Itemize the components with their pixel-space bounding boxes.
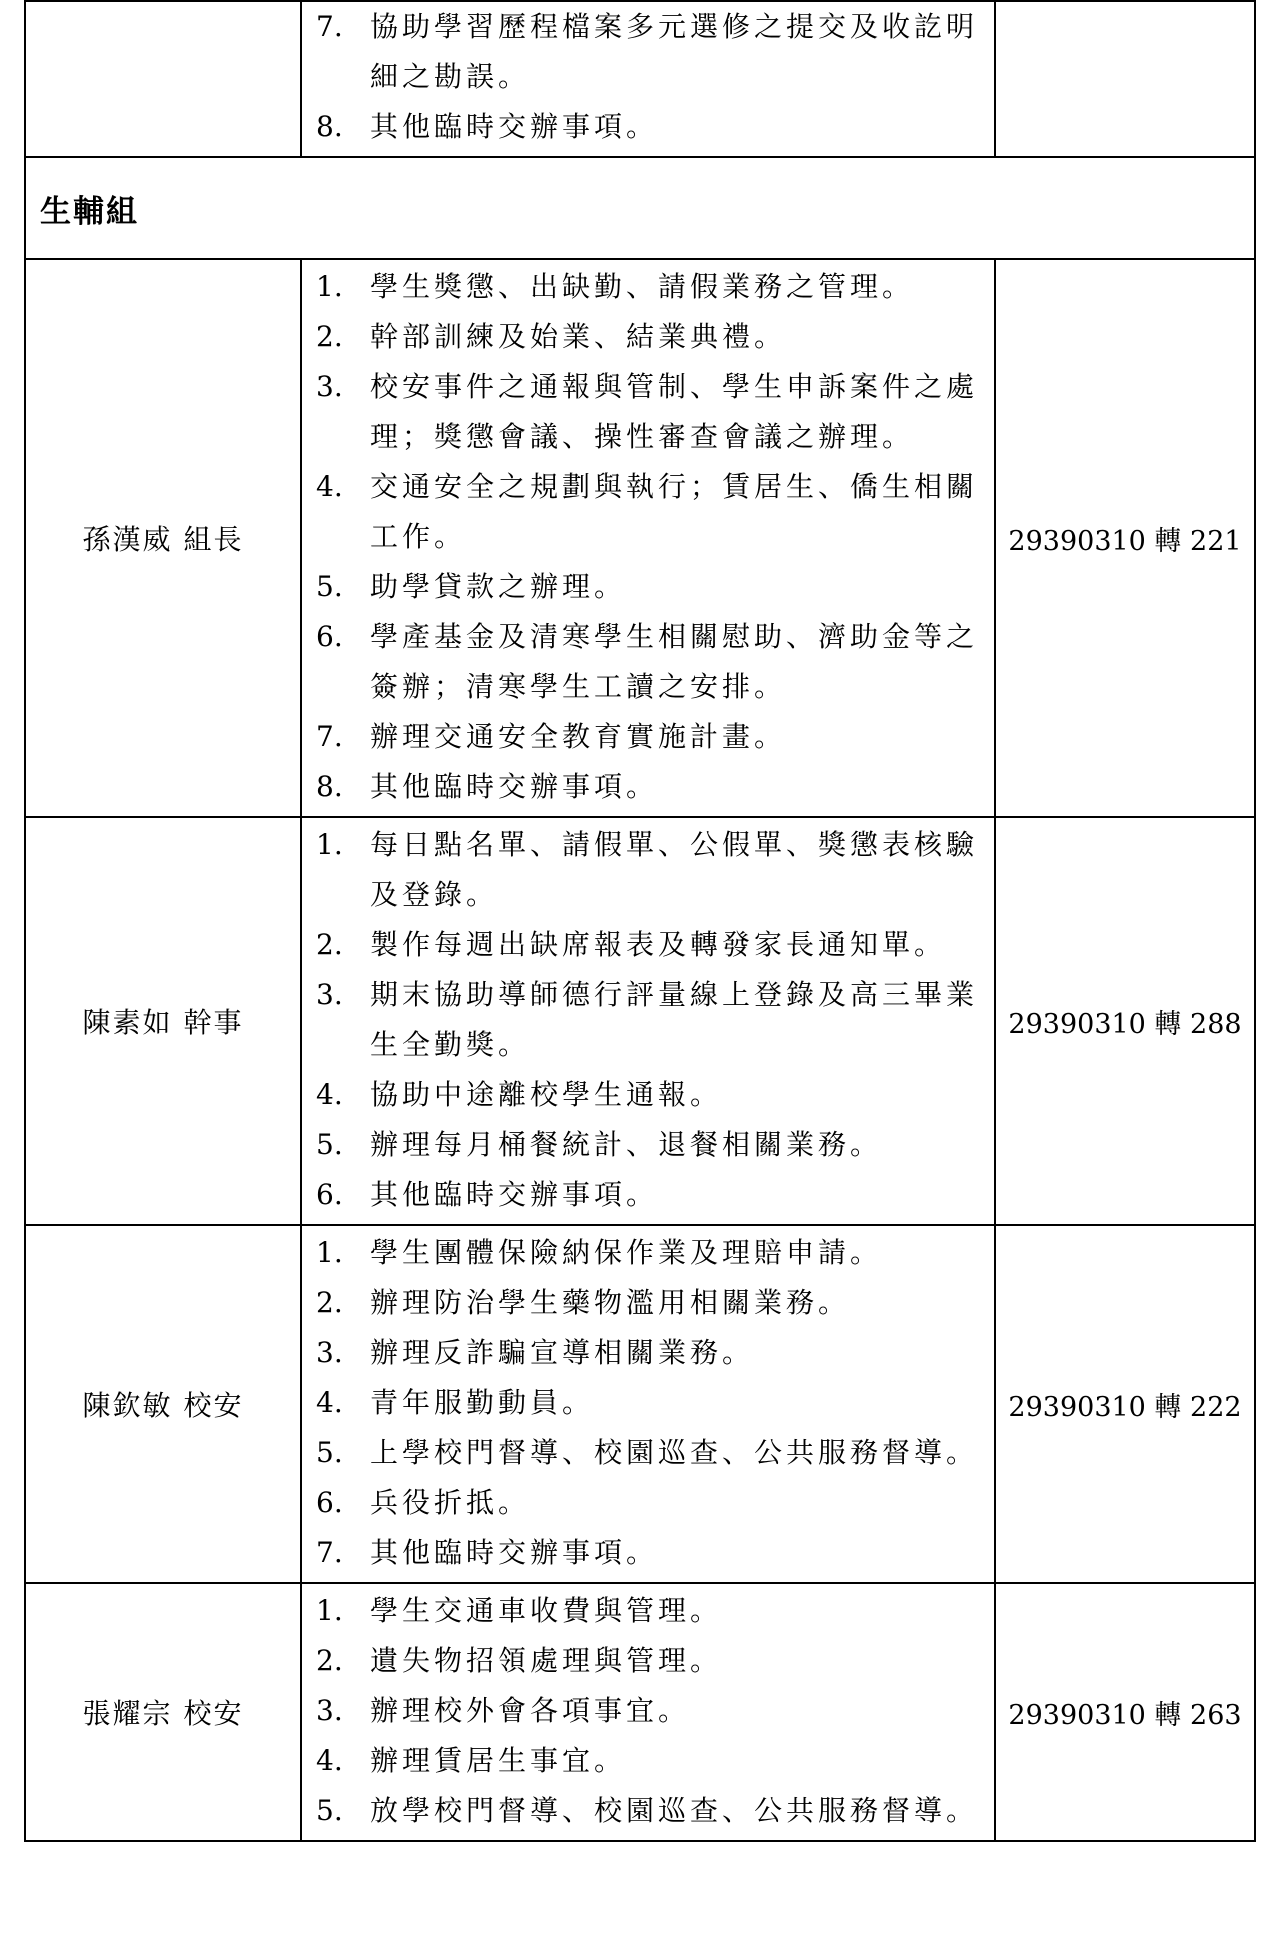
task-number: 1.: [316, 270, 343, 303]
task-text: 放學校門督導、校園巡查、公共服務督導。: [370, 1794, 979, 1827]
task-number: 1.: [316, 828, 343, 861]
task-item: [316, 1328, 984, 1378]
task-number: 5.: [316, 570, 343, 603]
section-header-row: [25, 157, 1255, 259]
task-text: 上學校門督導、校園巡查、公共服務督導。: [370, 1436, 979, 1469]
staff-duties-cell: [301, 1583, 995, 1841]
task-item: [316, 2, 984, 102]
task-item: [316, 1428, 984, 1478]
staff-extension: 29390310 轉 221: [995, 259, 1255, 817]
duty-table: [24, 0, 1256, 1842]
staff-extension: 29390310 轉 222: [995, 1225, 1255, 1583]
task-text: 協助中途離校學生通報。: [370, 1078, 723, 1111]
task-item: [316, 820, 984, 920]
staff-title: 校安: [183, 1389, 244, 1422]
task-list: [316, 262, 984, 812]
task-item: [316, 1736, 984, 1786]
task-item: [316, 1786, 984, 1836]
staff-name-cell: [25, 817, 301, 1225]
staff-extension: 29390310 轉 263: [995, 1583, 1255, 1841]
staff-row: [25, 1583, 1255, 1841]
task-text: 辦理校外會各項事宜。: [370, 1694, 691, 1727]
task-text: 其他臨時交辦事項。: [370, 110, 659, 143]
task-text: 協助學習歷程檔案多元選修之提交及收訖明細之勘誤。: [370, 10, 979, 93]
staff-title: 組長: [183, 523, 244, 556]
task-number: 2.: [316, 1286, 343, 1319]
task-item: [316, 612, 984, 712]
task-number: 5.: [316, 1794, 343, 1827]
task-item: [316, 312, 984, 362]
task-number: 7.: [316, 720, 343, 753]
task-number: 3.: [316, 978, 343, 1011]
staff-row: [25, 817, 1255, 1225]
task-number: 2.: [316, 320, 343, 353]
task-item: [316, 562, 984, 612]
task-text: 校安事件之通報與管制、學生申訴案件之處理；獎懲會議、操性審查會議之辦理。: [370, 370, 979, 453]
task-item: [316, 1636, 984, 1686]
task-number: 1.: [316, 1236, 343, 1269]
task-number: 4.: [316, 1386, 343, 1419]
task-text: 學生團體保險納保作業及理賠申請。: [370, 1236, 883, 1269]
section-title: 生輔組: [25, 157, 1255, 259]
task-item: [316, 1478, 984, 1528]
task-item: [316, 1070, 984, 1120]
task-text: 辦理交通安全教育實施計畫。: [370, 720, 787, 753]
staff-title: 幹事: [183, 1006, 244, 1039]
task-text: 青年服勤動員。: [370, 1386, 595, 1419]
task-list: [316, 1586, 984, 1836]
staff-name: 張耀宗: [82, 1697, 173, 1730]
task-text: 其他臨時交辦事項。: [370, 770, 659, 803]
task-text: 其他臨時交辦事項。: [370, 1536, 659, 1569]
task-item: [316, 920, 984, 970]
staff-name: 陳素如: [82, 1006, 173, 1039]
task-number: 4.: [316, 1744, 343, 1777]
staff-row: [25, 259, 1255, 817]
task-text: 學生交通車收費與管理。: [370, 1594, 723, 1627]
task-item: [316, 1120, 984, 1170]
task-number: 8.: [316, 770, 343, 803]
staff-duties-cell: [301, 259, 995, 817]
staff-extension: 29390310 轉 288: [995, 817, 1255, 1225]
task-text: 辦理賃居生事宜。: [370, 1744, 627, 1777]
task-list: [316, 820, 984, 1220]
task-item: [316, 102, 984, 152]
task-text: 學產基金及清寒學生相關慰助、濟助金等之簽辦；清寒學生工讀之安排。: [370, 620, 979, 703]
task-number: 5.: [316, 1128, 343, 1161]
continuation-name-cell: [25, 1, 301, 157]
task-number: 6.: [316, 1178, 343, 1211]
task-number: 6.: [316, 1486, 343, 1519]
task-number: 5.: [316, 1436, 343, 1469]
staff-duties-cell: [301, 1225, 995, 1583]
task-text: 期末協助導師德行評量線上登錄及高三畢業生全勤獎。: [370, 978, 979, 1061]
task-item: [316, 462, 984, 562]
staff-name-cell: [25, 1583, 301, 1841]
continuation-duties-cell: [301, 1, 995, 157]
task-item: [316, 1686, 984, 1736]
task-text: 辦理防治學生藥物濫用相關業務。: [370, 1286, 851, 1319]
task-item: [316, 1378, 984, 1428]
task-text: 兵役折抵。: [370, 1486, 531, 1519]
task-number: 8.: [316, 110, 343, 143]
task-number: 7.: [316, 10, 343, 43]
task-number: 3.: [316, 370, 343, 403]
task-item: [316, 970, 984, 1070]
task-item: [316, 262, 984, 312]
staff-duties-cell: [301, 817, 995, 1225]
task-item: [316, 1170, 984, 1220]
task-text: 遺失物招領處理與管理。: [370, 1644, 723, 1677]
task-number: 6.: [316, 620, 343, 653]
staff-name-cell: [25, 1225, 301, 1583]
task-item: [316, 1278, 984, 1328]
task-text: 每日點名單、請假單、公假單、獎懲表核驗及登錄。: [370, 828, 979, 911]
staff-name: 孫漢威: [82, 523, 173, 556]
task-text: 其他臨時交辦事項。: [370, 1178, 659, 1211]
task-number: 3.: [316, 1694, 343, 1727]
task-list: [316, 2, 984, 152]
task-number: 2.: [316, 1644, 343, 1677]
task-number: 7.: [316, 1536, 343, 1569]
continuation-row: [25, 1, 1255, 157]
task-number: 4.: [316, 470, 343, 503]
staff-name: 陳欽敏: [82, 1389, 173, 1422]
task-item: [316, 762, 984, 812]
task-item: [316, 1528, 984, 1578]
task-text: 幹部訓練及始業、結業典禮。: [370, 320, 787, 353]
staff-row: [25, 1225, 1255, 1583]
task-text: 辦理每月桶餐統計、退餐相關業務。: [370, 1128, 883, 1161]
task-number: 4.: [316, 1078, 343, 1111]
task-text: 製作每週出缺席報表及轉發家長通知單。: [370, 928, 947, 961]
task-list: [316, 1228, 984, 1578]
task-text: 辦理反詐騙宣導相關業務。: [370, 1336, 755, 1369]
task-item: [316, 712, 984, 762]
task-item: [316, 1228, 984, 1278]
task-text: 交通安全之規劃與執行；賃居生、僑生相關工作。: [370, 470, 979, 553]
task-number: 2.: [316, 928, 343, 961]
task-item: [316, 362, 984, 462]
task-number: 3.: [316, 1336, 343, 1369]
task-item: [316, 1586, 984, 1636]
task-text: 學生獎懲、出缺勤、請假業務之管理。: [370, 270, 915, 303]
task-number: 1.: [316, 1594, 343, 1627]
task-text: 助學貸款之辦理。: [370, 570, 627, 603]
staff-name-cell: [25, 259, 301, 817]
staff-title: 校安: [183, 1697, 244, 1730]
continuation-ext-cell: [995, 1, 1255, 157]
